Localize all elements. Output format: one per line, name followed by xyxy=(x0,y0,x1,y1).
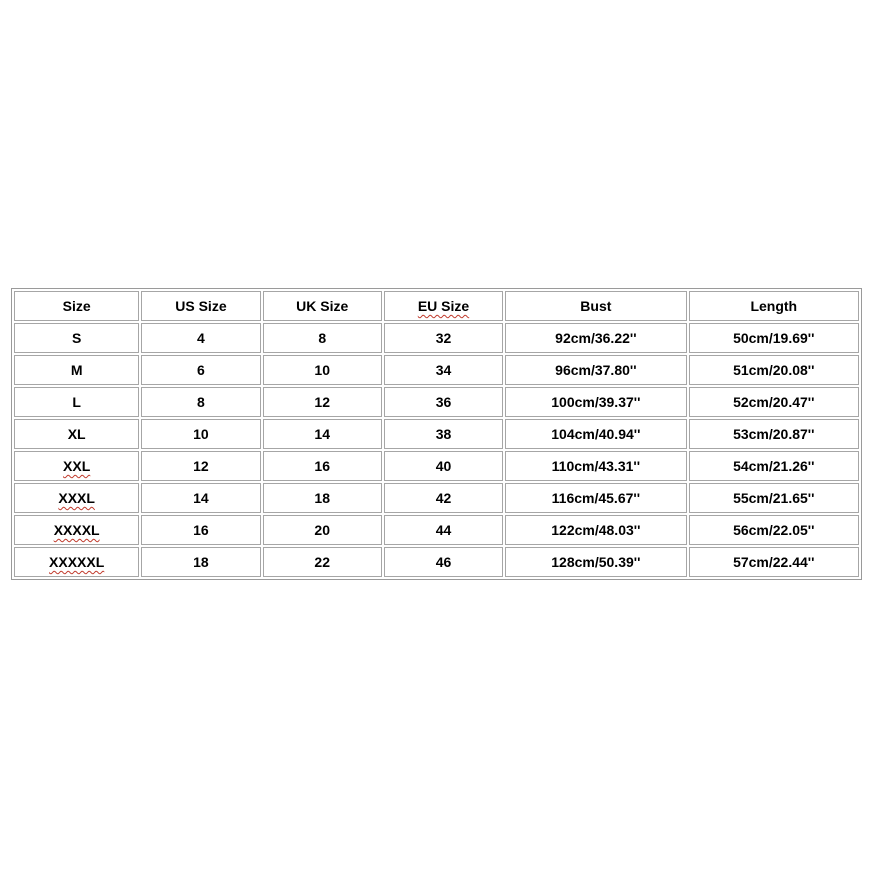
cell-eu-size: 40 xyxy=(384,451,503,481)
table-header-row xyxy=(14,291,859,321)
cell-size xyxy=(14,547,139,577)
cell-bust: 92cm/36.22'' xyxy=(505,323,686,353)
cell-bust: 100cm/39.37'' xyxy=(505,387,686,417)
cell-length: 57cm/22.44'' xyxy=(689,547,859,577)
cell-uk-size: 12 xyxy=(263,387,382,417)
cell-size-label: XXXXXL xyxy=(49,554,105,570)
cell-uk-size: 18 xyxy=(263,483,382,513)
cell-uk-size: 16 xyxy=(263,451,382,481)
cell-us-size: 10 xyxy=(141,419,260,449)
cell-uk-size: 22 xyxy=(263,547,382,577)
cell-size: L xyxy=(14,387,139,417)
cell-eu-size: 44 xyxy=(384,515,503,545)
table-row xyxy=(14,451,859,481)
cell-bust: 96cm/37.80'' xyxy=(505,355,686,385)
header-length: Length xyxy=(689,291,859,321)
cell-eu-size: 34 xyxy=(384,355,503,385)
cell-length: 50cm/19.69'' xyxy=(689,323,859,353)
cell-us-size: 14 xyxy=(141,483,260,513)
cell-size xyxy=(14,483,139,513)
cell-eu-size: 46 xyxy=(384,547,503,577)
cell-us-size: 6 xyxy=(141,355,260,385)
cell-eu-size: 38 xyxy=(384,419,503,449)
cell-size: M xyxy=(14,355,139,385)
cell-length: 54cm/21.26'' xyxy=(689,451,859,481)
header-eu-size xyxy=(384,291,503,321)
cell-us-size: 12 xyxy=(141,451,260,481)
cell-length: 51cm/20.08'' xyxy=(689,355,859,385)
table-row xyxy=(14,515,859,545)
cell-uk-size: 8 xyxy=(263,323,382,353)
cell-us-size: 4 xyxy=(141,323,260,353)
cell-size-label: XXXXL xyxy=(53,522,100,538)
cell-size xyxy=(14,515,139,545)
cell-uk-size: 14 xyxy=(263,419,382,449)
table-row xyxy=(14,483,859,513)
table-row xyxy=(14,323,859,353)
cell-length: 53cm/20.87'' xyxy=(689,419,859,449)
cell-eu-size: 36 xyxy=(384,387,503,417)
cell-size xyxy=(14,451,139,481)
cell-us-size: 18 xyxy=(141,547,260,577)
cell-size: XL xyxy=(14,419,139,449)
cell-size-label: XXL xyxy=(63,458,91,474)
cell-bust: 104cm/40.94'' xyxy=(505,419,686,449)
cell-bust: 122cm/48.03'' xyxy=(505,515,686,545)
cell-length: 52cm/20.47'' xyxy=(689,387,859,417)
cell-eu-size: 32 xyxy=(384,323,503,353)
cell-length: 56cm/22.05'' xyxy=(689,515,859,545)
cell-eu-size: 42 xyxy=(384,483,503,513)
header-eu-size-label: EU Size xyxy=(417,298,470,314)
table-row xyxy=(14,547,859,577)
header-size: Size xyxy=(14,291,139,321)
cell-us-size: 8 xyxy=(141,387,260,417)
cell-uk-size: 10 xyxy=(263,355,382,385)
cell-bust: 116cm/45.67'' xyxy=(505,483,686,513)
cell-bust: 110cm/43.31'' xyxy=(505,451,686,481)
table-row xyxy=(14,387,859,417)
table-row xyxy=(14,355,859,385)
cell-size-label: XXXL xyxy=(58,490,95,506)
cell-us-size: 16 xyxy=(141,515,260,545)
cell-size: S xyxy=(14,323,139,353)
cell-uk-size: 20 xyxy=(263,515,382,545)
cell-bust: 128cm/50.39'' xyxy=(505,547,686,577)
header-uk-size: UK Size xyxy=(263,291,382,321)
size-table xyxy=(12,289,861,579)
header-bust: Bust xyxy=(505,291,686,321)
header-us-size: US Size xyxy=(141,291,260,321)
size-chart xyxy=(11,288,862,580)
cell-length: 55cm/21.65'' xyxy=(689,483,859,513)
table-row xyxy=(14,419,859,449)
